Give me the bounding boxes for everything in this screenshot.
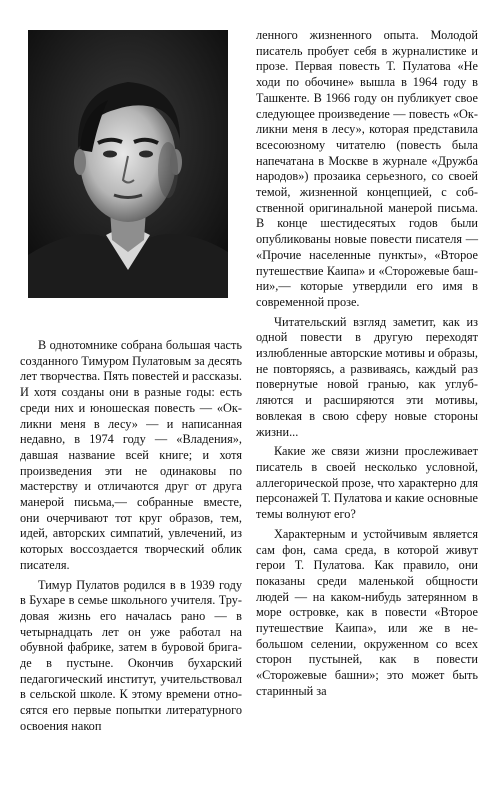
paragraph: Тимур Пулатов родился в в 1939 году в Бухаре в семье школьного учителя. Трудовая жизнь его началась рано — в четырнадцать лет он уже работал на обувной фабрике, затем в буровой бригаде в пустыне. Окончив бухарский педагогический институт, учительствовал в сельской школе. К этому времени относятся его первые попытки литературного освоения накоп bbox=[20, 577, 242, 733]
paragraph: В однотомнике собрана большая часть созданного Тимуром Пулатовым за десять лет творчества. Пять повестей и рассказы. И хотя созданы они в разные годы: есть среди них и юношеская повесть — «Окликни меня в лесу» — и написанная недавно, в 1974 году — «Владения», давшая название всей книге; и хотя произведения эти не одинаковы по мастерству и отличаются друг от друга манерой письма,— собранные вместе, они очерчивают тот круг образов, тем, идей, авторских симпатий, увлечений, из которых воссоздается творческий облик писателя. bbox=[20, 338, 242, 572]
right-column bbox=[256, 28, 478, 700]
author-photo bbox=[28, 30, 228, 298]
paragraph: ленного жизненного опыта. Молодой писатель пробует себя в журналистике и прозе. Первая повесть Т. Пулатова «Не ходи по обочине» вышла в 1964 году в Ташкенте. В 1966 году он публикует свое следующее произведение — повесть «Окликни меня в лесу», которая представила всесоюзному читателю (повесть была напечатана в Москве в журнале «Дружба народов») прозаика серьезного, со своей темой, жизненной концепцией, с собственной оригинальной манерой письма. В конце шестидесятых годов были опубликованы новые повести писателя — «Прочие населенные пункты», «Второе путешествие Каипа» и «Сторожевые башни»,— которые утвердили его имя в современной прозе. bbox=[256, 28, 478, 309]
portrait-image bbox=[28, 30, 228, 298]
left-column bbox=[20, 30, 242, 735]
paragraph: Какие же связи жизни прослеживает писатель в своей несколько условной, аллегорической прозе, что характерно для персонажей Т. Пулатова и какие основные темы волнуют его? bbox=[256, 444, 478, 522]
paragraph: Характерным и устойчивым является сам фон, сама среда, в которой живут герои Т. Пулатова. Как правило, они показаны среди маленькой общности людей — на каком-нибудь затерянном в море островке, как в повести «Второе путешествие Каипа», или же в небольшом селении, окруженном со всех сторон пустыней, как в повести «Сторожевые башни»; это может быть старинный за bbox=[256, 526, 478, 698]
paragraph: Читательский взгляд заметит, как из одной повести в другую переходят излюбленные авторские мотивы и образы, не повторяясь, а развиваясь, каждый раз повернутые новой гранью, как углубляются и расширяются эти мотивы, вовлекая в свою сферу новые стороны жизни... bbox=[256, 314, 478, 439]
